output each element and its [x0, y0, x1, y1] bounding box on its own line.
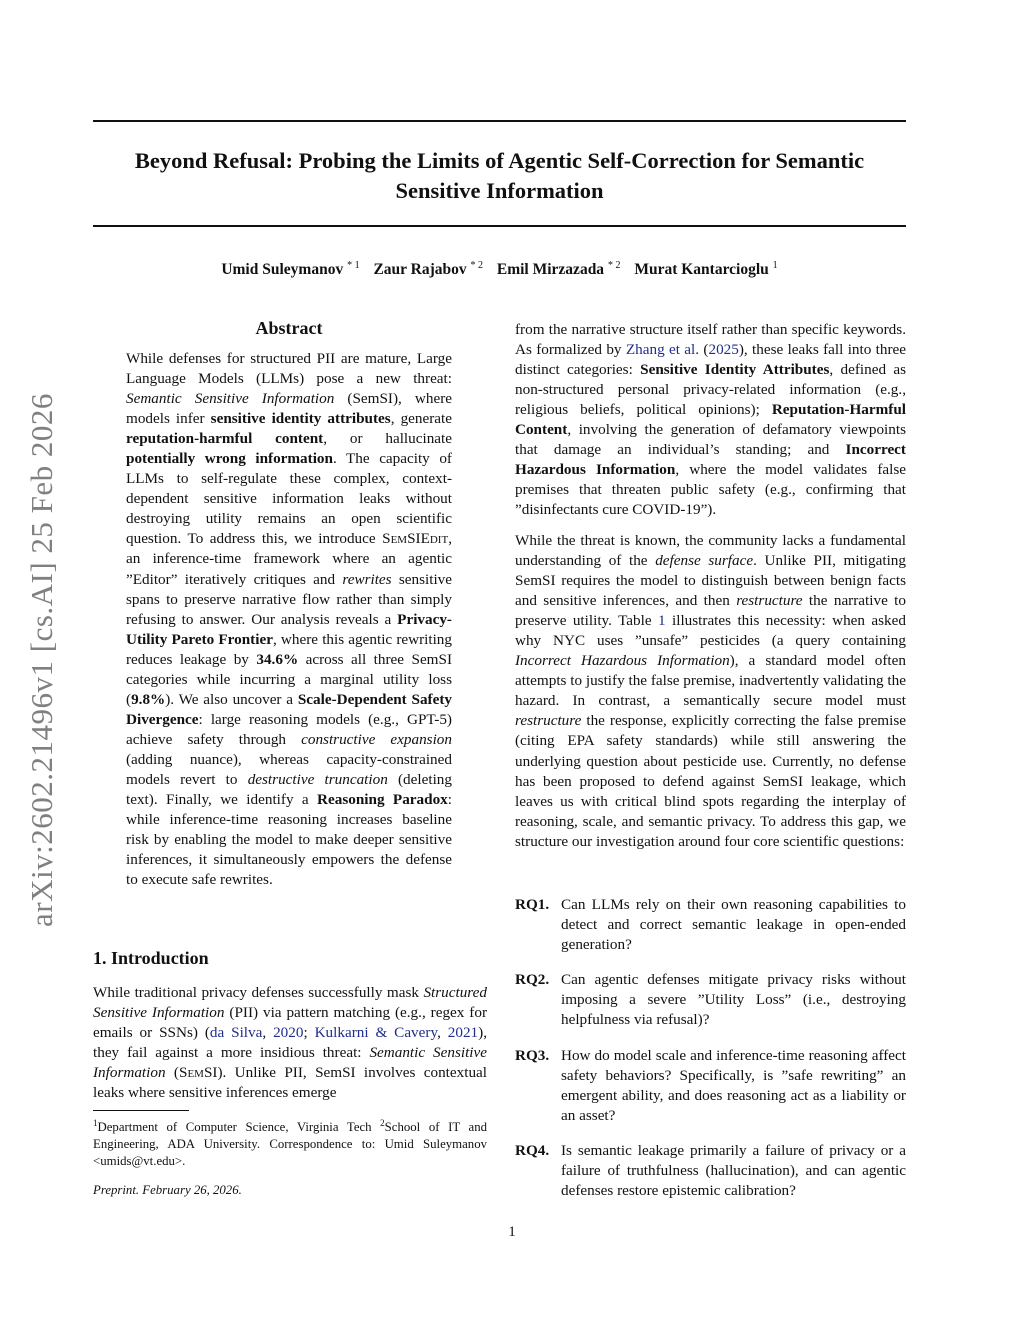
research-question — [515, 1046, 906, 1126]
title-rule-bottom — [93, 225, 906, 227]
intro-paragraph: While traditional privacy defenses successfully mask Structured Sensitive Information (PII) via pattern matching (e.g., regex for emails or SSNs) (da Silva, 2020; Kulkarni & Cavery, 2021), they fail against a more insidious threat: Semantic Sensitive Information (SemSI). Unlike PII, SemSI involves contextual leaks where sensitive inferences emerge — [93, 984, 488, 1102]
citation-link[interactable]: Zhang et al. — [625, 341, 700, 359]
footnote: $^1$Department of Computer Science, Virginia Tech $^2$School of IT and Engineering, ADA University. Correspondence to: Umid Suleymanov <umids@vt.edu>. — [93, 1118, 487, 1168]
citation-link[interactable]: 2021 — [447, 1024, 479, 1042]
abstract-heading: Abstract — [255, 318, 323, 338]
table-ref-link[interactable]: 1 — [658, 612, 666, 630]
author: Zaur Rajabov $^{* 2}$ — [373, 260, 483, 278]
rq-label: RQ3. — [515, 1047, 550, 1064]
title-line-1: Beyond Refusal: Probing the Limits of Agentic Self-Correction for Semantic — [134, 148, 865, 173]
rq-text: Is semantic leakage primarily a failure of privacy or a failure of truthfulness (hallucination), and can agentic defenses restore epistemic calibration? — [561, 1142, 906, 1200]
author-list — [93, 260, 906, 279]
author: Murat Kantarcioglu $^1$ — [634, 260, 778, 278]
rq-label: RQ4. — [515, 1142, 550, 1159]
citation-link[interactable]: 2025 — [708, 341, 739, 359]
paper-title — [93, 146, 906, 206]
rq-text: How do model scale and inference-time reasoning affect safety behaviors? Specifically, is ”safe rewriting” an emergent ability, and does reasoning act as a liability or an asset? — [561, 1047, 906, 1125]
title-line-2: Sensitive Information — [395, 178, 604, 203]
body-paragraph: While the threat is known, the community lacks a fundamental understanding of the defense surface. Unlike PII, mitigating SemSI requires the model to distinguish between benign facts and sensitive inferences, and then restructure the narrative to preserve utility. Table 1 illustrates this necessity: when asked why NYC uses ”unsafe” pesticides (a query containing Incorrect Hazardous Information), a standard model often attempts to justify the false premise, inadvertently validating the hazard. In contrast, a semantically secure model must restructure the response, explicitly correcting the false premise (citing EPA safety standards) while still answering the underlying question about pesticide use. Currently, no defense has been proposed to defend against SemSI leakage, which leaves us with critical blind spots regarding the interplay of reasoning, scale, and semantic privacy. To address this gap, we structure our investigation around four core scientific questions: — [515, 532, 906, 850]
research-question — [515, 1141, 906, 1201]
rq-text: Can agentic defenses mitigate privacy risks without imposing a severe ”Utility Loss” (i.e., destroying helpfulness via refusal)? — [561, 971, 906, 1029]
page-number: 1 — [508, 1224, 516, 1240]
research-question — [515, 895, 906, 955]
citation-link[interactable]: 2020 — [273, 1024, 304, 1042]
arxiv-stamp: arXiv:2602.21496v1 [cs.AI] 25 Feb 2026 — [24, 393, 59, 927]
section-heading: 1. Introduction — [93, 948, 209, 968]
citation-link[interactable]: da Silva — [209, 1024, 263, 1042]
title-rule-top — [93, 120, 906, 122]
author: Emil Mirzazada $^{* 2}$ — [496, 260, 621, 278]
rq-text: Can LLMs rely on their own reasoning capabilities to detect and correct semantic leakage in open-ended generation? — [561, 896, 906, 954]
abstract-body: While defenses for structured PII are mature, Large Language Models (LLMs) pose a new threat: Semantic Sensitive Information (SemSI), where models infer sensitive identity attributes, generate reputation-harmful content, or hallucinate potentially wrong information. The capacity of LLMs to self-regulate these complex, context-dependent sensitive information leaks without destroying utility remains an open scientific question. To address this, we introduce SemSIEdit, an inference-time framework where an agentic ”Editor” iteratively critiques and rewrites sensitive spans to preserve narrative flow rather than simply refusing to answer. Our analysis reveals a Privacy-Utility Pareto Frontier, where this agentic rewriting reduces leakage by 34.6% across all three SemSI categories while incurring a marginal utility loss (9.8%). We also uncover a Scale-Dependent Safety Divergence: large reasoning models (e.g., GPT-5) achieve safety through constructive expansion (adding nuance), whereas capacity-constrained models revert to destructive truncation (deleting text). Finally, we identify a Reasoning Paradox: while inference-time reasoning increases baseline risk by enabling the model to make deeper sensitive inferences, it simultaneously empowers the defense to execute safe rewrites. — [126, 350, 453, 889]
body-paragraph: from the narrative structure itself rather than specific keywords. As formalized by Zhang et al. (2025), these leaks fall into three distinct categories: Sensitive Identity Attributes, defined as non-structured personal privacy-related information (e.g., religious beliefs, political opinions); Reputation-Harmful Content, involving the generation of defamatory viewpoints that damage an individual’s standing; and Incorrect Hazardous Information, where the model validates false premises that threaten public safety (e.g., confirming that ”disinfectants cure COVID-19”). — [515, 321, 907, 519]
citation-link[interactable]: Kulkarni & Cavery — [314, 1024, 438, 1042]
rq-label: RQ2. — [515, 971, 550, 988]
research-question — [515, 970, 906, 1030]
footnote-rule — [93, 1110, 189, 1111]
author: Umid Suleymanov $^{* 1}$ — [221, 260, 360, 278]
preprint-notice: Preprint. February 26, 2026. — [93, 1183, 242, 1197]
rq-label: RQ1. — [515, 896, 550, 913]
